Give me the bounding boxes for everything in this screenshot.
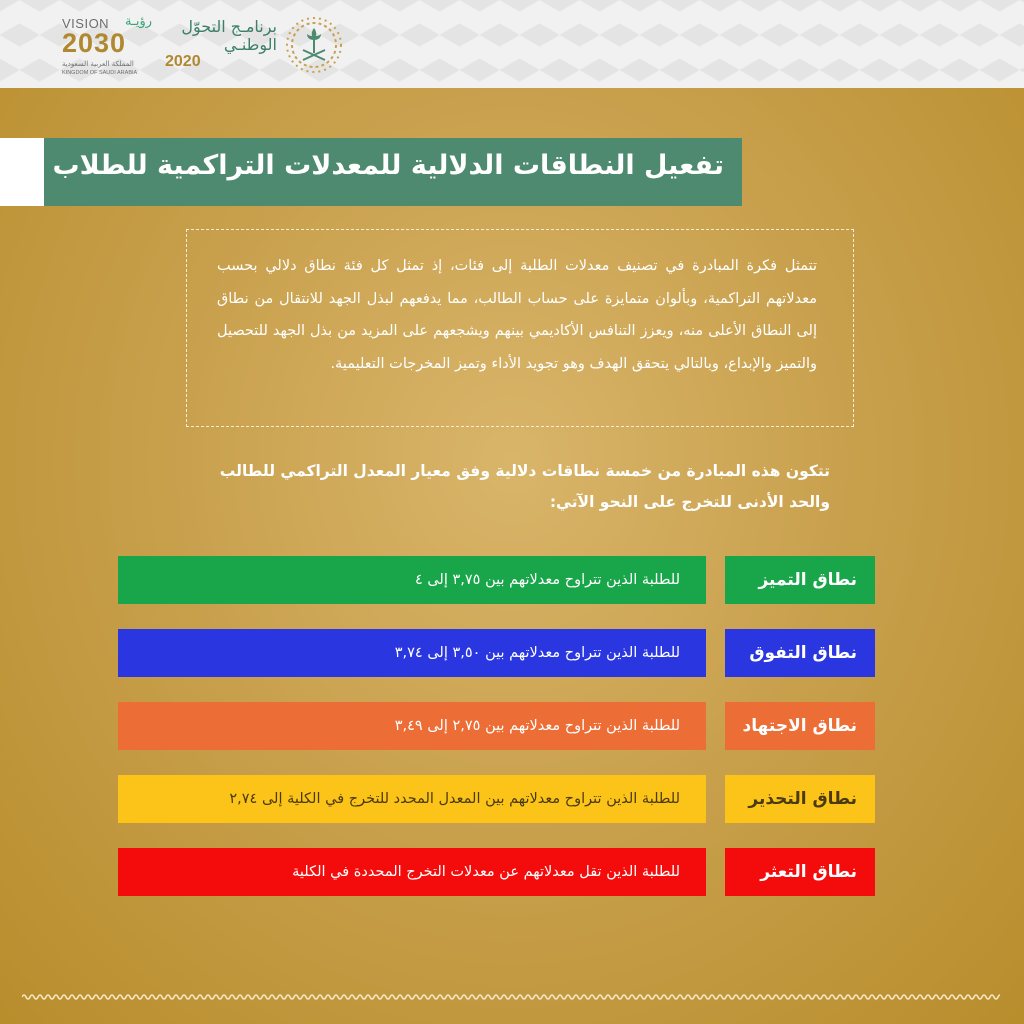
ntp-name-line2: الوطنـي — [223, 35, 277, 54]
band-row — [118, 629, 875, 677]
title-banner — [44, 138, 742, 206]
wave-divider — [22, 990, 1000, 1004]
band-description: للطلبة الذين تتراوح معدلاتهم بين ٢,٧٥ إلى ٣,٤٩ — [118, 702, 706, 750]
band-description: للطلبة الذين تقل معدلاتهم عن معدلات التخرج المحددة في الكلية — [118, 848, 706, 896]
page-title: تفعيل النطاقات الدلالية للمعدلات التراكمية للطلاب — [52, 150, 724, 181]
band-row — [118, 702, 875, 750]
band-label: نطاق الاجتهاد — [725, 702, 875, 750]
vision-2030-logo — [58, 14, 158, 78]
ntp-2020-logo — [165, 14, 355, 78]
ntp-name — [165, 18, 277, 54]
lead-text: تتكون هذه المبادرة من خمسة نطاقات دلالية وفق معيار المعدل التراكمي للطالب والحد الأدنى للتخرج على النحو الآتي: — [219, 462, 830, 511]
band-label: نطاق التحذير — [725, 775, 875, 823]
vision-year: 2030 — [62, 28, 127, 58]
ntp-name-line1: برنامـج التحوّل — [181, 17, 277, 36]
vision-arabic-word: رؤيـة — [125, 14, 152, 29]
vision-word: VISION — [62, 16, 110, 31]
ntp-year: 2020 — [165, 53, 201, 70]
band-row — [118, 775, 875, 823]
kingdom-name-english: KINGDOM OF SAUDI ARABIA — [62, 70, 138, 76]
band-label: نطاق التعثر — [725, 848, 875, 896]
band-description: للطلبة الذين تتراوح معدلاتهم بين المعدل المحدد للتخرج في الكلية إلى ٢,٧٤ — [118, 775, 706, 823]
band-description: للطلبة الذين تتراوح معدلاتهم بين ٣,٧٥ إلى ٤ — [118, 556, 706, 604]
title-accent — [0, 138, 44, 206]
band-row — [118, 848, 875, 896]
band-label: نطاق التفوق — [725, 629, 875, 677]
band-description: للطلبة الذين تتراوح معدلاتهم بين ٣,٥٠ إلى ٣,٧٤ — [118, 629, 706, 677]
saudi-emblem-icon — [283, 14, 345, 76]
kingdom-name-arabic: المملكة العربية السعودية — [62, 60, 134, 68]
intro-box — [186, 229, 854, 427]
band-label: نطاق التميز — [725, 556, 875, 604]
intro-text: تتمثل فكرة المبادرة في تصنيف معدلات الطلبة إلى فئات، إذ تمثل كل فئة نطاق دلالي بحسب معدلاتهم التراكمية، وبألوان متمايزة على حساب الطالب، مما يدفعهم لبذل الجهد للانتقال من نطاق إلى النطاق الأعلى منه، ويعزز التنافس الأكاديمي بينهم ويشجعهم على المزيد من بذل الجهد للتحصيل والتميز والإبداع، وبالتالي يتحقق الهدف وهو تجويد الأداء وتميز المخرجات التعليمية. — [217, 258, 817, 372]
band-row — [118, 556, 875, 604]
